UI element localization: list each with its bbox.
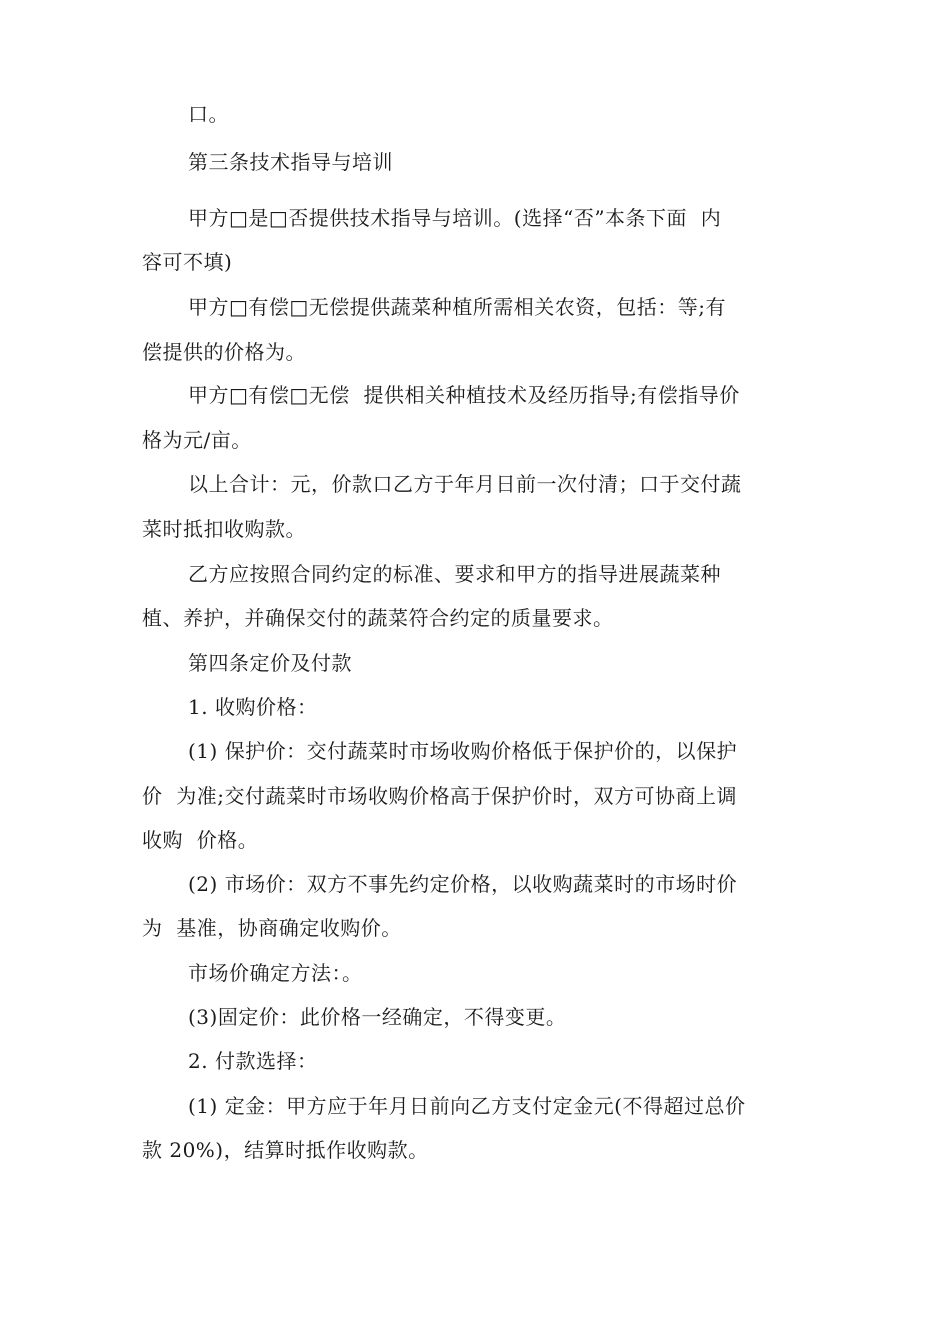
text-line: 格为元/亩。 — [142, 428, 252, 452]
text-line: 市场价确定方法：。 — [188, 961, 363, 985]
section-heading: 第四条定价及付款 — [188, 651, 352, 675]
text-line: 乙方应按照合同约定的标准、要求和甲方的指导进展蔬菜种 — [188, 562, 721, 586]
text-line: 容可不填) — [142, 250, 233, 274]
text-line: 2. 付款选择： — [188, 1049, 318, 1073]
section-heading: 第三条技术指导与培训 — [188, 150, 393, 174]
text-line: 菜时抵扣收购款。 — [142, 517, 306, 541]
text-line: 偿提供的价格为。 — [142, 340, 306, 364]
text-line: 1. 收购价格： — [188, 695, 318, 719]
text-line: 口。 — [188, 102, 229, 126]
text-line: 甲方□有偿□无偿 提供相关种植技术及经历指导;有偿指导价 — [188, 383, 740, 407]
text-line: 甲方□是□否提供技术指导与培训。(选择“否”本条下面 内 — [188, 206, 722, 230]
text-line: 价 为准;交付蔬菜时市场收购价格高于保护价时，双方可协商上调 — [142, 784, 737, 808]
text-line: 以上合计：元，价款口乙方于年月日前一次付清；口于交付蔬 — [188, 472, 742, 496]
text-line: (3)固定价：此价格一经确定，不得变更。 — [188, 1005, 567, 1029]
text-line: 甲方□有偿□无偿提供蔬菜种植所需相关农资，包括：等;有 — [188, 295, 727, 319]
text-line: (1) 保护价：交付蔬菜时市场收购价格低于保护价的，以保护 — [188, 739, 738, 763]
text-line: 植、养护，并确保交付的蔬菜符合约定的质量要求。 — [142, 606, 614, 630]
text-line: 收购 价格。 — [142, 828, 259, 852]
text-line: (2) 市场价：双方不事先约定价格，以收购蔬菜时的市场时价 — [188, 872, 738, 896]
text-line: 款 20%)，结算时抵作收购款。 — [142, 1138, 429, 1162]
text-line: (1) 定金：甲方应于年月日前向乙方支付定金元(不得超过总价 — [188, 1094, 746, 1118]
text-line: 为 基准，协商确定收购价。 — [142, 916, 402, 940]
